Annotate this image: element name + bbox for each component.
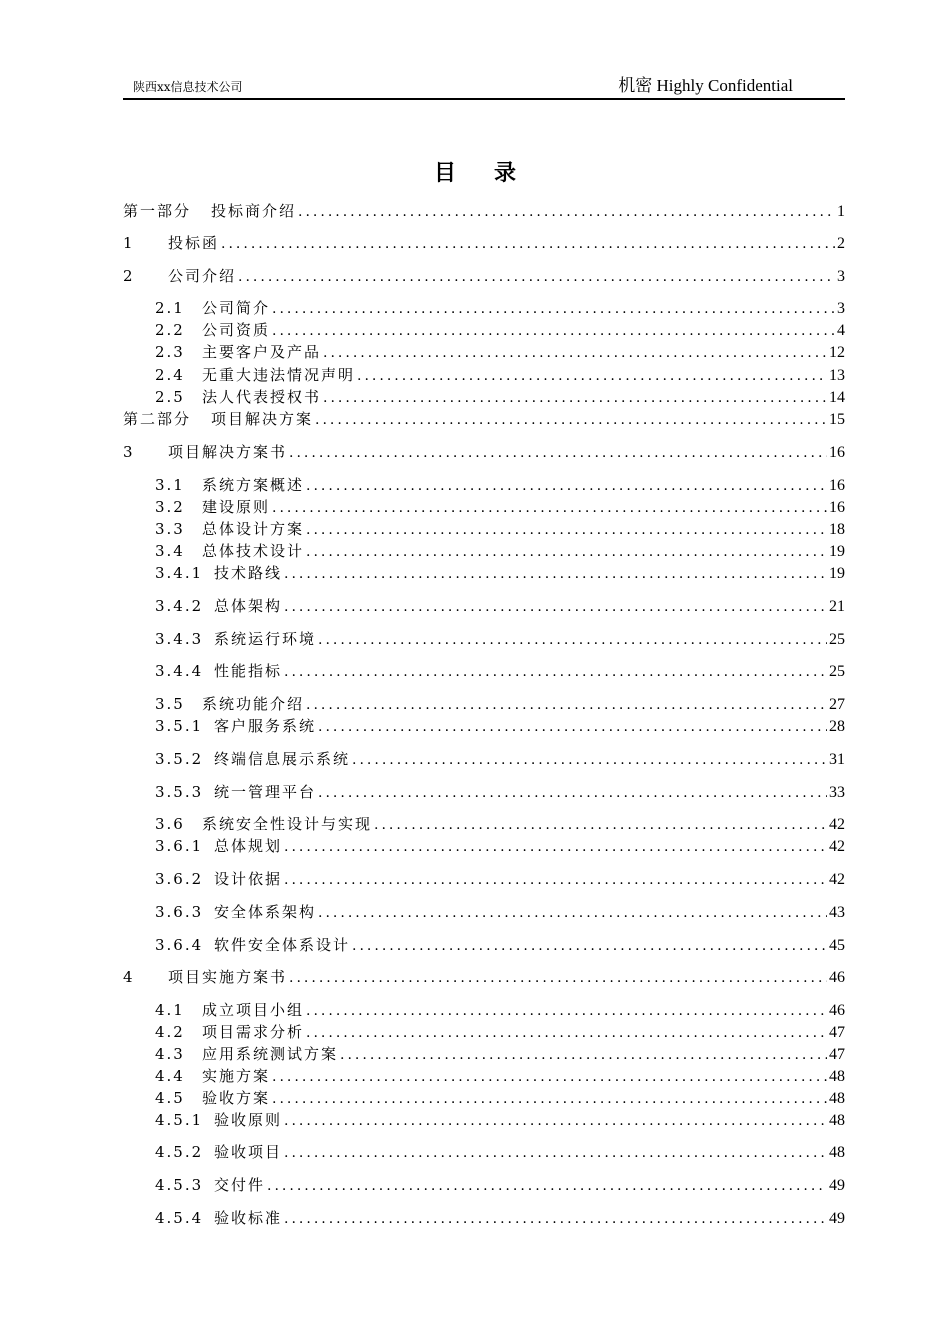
toc-entry-page: 46	[829, 1002, 845, 1019]
toc-entry-label: 系统运行环境	[214, 630, 317, 648]
dot-leader	[267, 1175, 827, 1197]
toc-entry-label: 验收方案	[202, 1089, 271, 1107]
toc-entry-number: 3.5	[155, 695, 185, 713]
toc-entry-label: 验收标准	[214, 1209, 283, 1227]
toc-entry-2-1[interactable]	[155, 297, 845, 319]
toc-entry-page: 46	[829, 969, 845, 986]
toc-entry-label: 系统方案概述	[202, 476, 305, 494]
dot-leader	[318, 716, 827, 738]
toc-entry-1[interactable]	[123, 232, 845, 254]
toc-entry-4-5-3[interactable]	[155, 1174, 845, 1196]
toc-entry-number: 2.3	[155, 343, 185, 361]
toc-entry-label: 客户服务系统	[214, 717, 317, 735]
toc-entry-number: 3.4.1	[155, 564, 204, 582]
toc-entry-number: 4	[123, 968, 135, 986]
toc-entry-number: 2.5	[155, 388, 185, 406]
toc-entry-number: 3.6.4	[155, 936, 204, 954]
dot-leader	[306, 1000, 827, 1022]
dot-leader	[272, 1066, 827, 1088]
toc-entry-2-4[interactable]	[155, 364, 845, 386]
toc-entry-number: 3.5.2	[155, 750, 204, 768]
toc-entry-page: 33	[829, 784, 845, 801]
toc-entry-number: 2.1	[155, 299, 185, 317]
toc-entry-3-6[interactable]	[155, 813, 845, 835]
dot-leader	[284, 563, 827, 585]
toc-entry-label: 统一管理平台	[214, 783, 317, 801]
toc-entry-3-2[interactable]	[155, 496, 845, 518]
toc-entry-3-6-4[interactable]	[155, 934, 845, 956]
toc-entry-label: 项目解决方案书	[168, 443, 288, 461]
toc-entry-number: 4.2	[155, 1023, 185, 1041]
dot-leader	[374, 814, 827, 836]
toc-entry-number: 3.5.1	[155, 717, 204, 735]
toc-entry-page: 25	[829, 663, 845, 680]
toc-entry-number: 4.5	[155, 1089, 185, 1107]
toc-entry-number: 4.5.4	[155, 1209, 204, 1227]
toc-entry-number: 4.5.2	[155, 1143, 204, 1161]
toc-entry-4-5-4[interactable]	[155, 1207, 845, 1229]
toc-entry-page: 45	[829, 937, 845, 954]
toc-entry-page: 16	[829, 499, 845, 516]
toc-entry-label: 系统安全性设计与实现	[202, 815, 373, 833]
toc-entry-page: 42	[829, 816, 845, 833]
toc-entry-page: 15	[829, 411, 845, 428]
toc-entry-number: 4.3	[155, 1045, 185, 1063]
toc-entry-page: 49	[829, 1177, 845, 1194]
toc-entry-3-6-2[interactable]	[155, 868, 845, 890]
toc-entry-2-2[interactable]	[155, 319, 845, 341]
toc-entry-number: 2.2	[155, 321, 185, 339]
toc-entry-label: 验收项目	[214, 1143, 283, 1161]
toc-entry-page: 27	[829, 696, 845, 713]
page-header	[123, 72, 845, 100]
toc-entry-label: 项目解决方案	[211, 410, 314, 428]
toc-entry-label: 法人代表授权书	[202, 388, 322, 406]
toc-entry-page: 19	[829, 543, 845, 560]
toc-entry-3-4[interactable]	[155, 540, 845, 562]
toc-entry-number: 3.4.4	[155, 662, 204, 680]
toc-entry-3-5-1[interactable]	[155, 715, 845, 737]
toc-entry-label: 终端信息展示系统	[214, 750, 351, 768]
toc-entry-3-5-3[interactable]	[155, 781, 845, 803]
toc-entry-label: 安全体系架构	[214, 903, 317, 921]
toc-entry-page: 47	[829, 1046, 845, 1063]
toc-entry-label: 公司介绍	[168, 267, 237, 285]
toc-entry-label: 软件安全体系设计	[214, 936, 351, 954]
toc-entry-label: 公司资质	[202, 321, 271, 339]
toc-entry-3-1[interactable]	[155, 474, 845, 496]
toc-entry-label: 无重大违法情况声明	[202, 366, 356, 384]
toc-entry-label: 总体规划	[214, 837, 283, 855]
dot-leader	[306, 475, 827, 497]
toc-entry-number: 第一部分	[123, 202, 192, 220]
toc-entry-label: 成立项目小组	[202, 1001, 305, 1019]
toc-entry-4-4[interactable]	[155, 1065, 845, 1087]
toc-entry-page: 48	[829, 1144, 845, 1161]
dot-leader	[238, 266, 835, 288]
dot-leader	[315, 409, 827, 431]
dot-leader	[352, 749, 827, 771]
toc-entry-number: 3.4.2	[155, 597, 204, 615]
dot-leader	[284, 1142, 827, 1164]
dot-leader	[272, 320, 835, 342]
dot-leader	[340, 1044, 827, 1066]
toc-entry-page: 47	[829, 1024, 845, 1041]
toc-entry-label: 交付件	[214, 1176, 266, 1194]
toc-entry-page: 49	[829, 1210, 845, 1227]
toc-entry-number: 3.6.2	[155, 870, 204, 888]
toc-entry-label: 总体设计方案	[202, 520, 305, 538]
dot-leader	[318, 902, 827, 924]
toc-entry-number: 3	[123, 443, 135, 461]
toc-entry-part-1[interactable]	[123, 200, 845, 222]
toc-entry-number: 3.4	[155, 542, 185, 560]
toc-entry-label: 公司简介	[202, 299, 271, 317]
dot-leader	[289, 967, 827, 989]
dot-leader	[289, 442, 827, 464]
toc-entry-label: 系统功能介绍	[202, 695, 305, 713]
toc-entry-3-6-3[interactable]	[155, 901, 845, 923]
dot-leader	[357, 365, 827, 387]
toc-entry-label: 验收原则	[214, 1111, 283, 1129]
toc-entry-3-6-1[interactable]	[155, 835, 845, 857]
dot-leader	[323, 342, 827, 364]
toc-entry-page: 18	[829, 521, 845, 538]
toc-entry-3-4-1[interactable]	[155, 562, 845, 584]
toc-entry-4-1[interactable]	[155, 999, 845, 1021]
toc-entry-3[interactable]	[123, 441, 845, 463]
toc-title: 目录	[433, 160, 554, 186]
dot-leader	[272, 1088, 827, 1110]
toc-entry-4-5-1[interactable]	[155, 1109, 845, 1131]
dot-leader	[318, 782, 827, 804]
header-company: 陕西xx信息技术公司	[133, 80, 243, 94]
toc-entry-number: 2	[123, 267, 135, 285]
toc-entry-number: 第二部分	[123, 410, 192, 428]
toc-entry-3-4-4[interactable]	[155, 660, 845, 682]
toc-entry-number: 1	[123, 234, 135, 252]
toc-entry-page: 12	[829, 344, 845, 361]
toc-entry-number: 3.6	[155, 815, 185, 833]
toc-entry-page: 3	[837, 268, 845, 285]
toc-entry-page: 43	[829, 904, 845, 921]
toc-entry-3-4-2[interactable]	[155, 595, 845, 617]
toc-entry-4-2[interactable]	[155, 1021, 845, 1043]
toc-entry-2-5[interactable]	[155, 386, 845, 408]
toc-entry-page: 16	[829, 477, 845, 494]
toc-entry-page: 48	[829, 1112, 845, 1129]
toc-entry-page: 21	[829, 598, 845, 615]
toc-entry-label: 实施方案	[202, 1067, 271, 1085]
toc-entry-page: 14	[829, 389, 845, 406]
toc-entry-page: 31	[829, 751, 845, 768]
dot-leader	[306, 1022, 827, 1044]
toc-entry-label: 项目实施方案书	[168, 968, 288, 986]
toc-entry-number: 3.6.1	[155, 837, 204, 855]
toc-entry-label: 设计依据	[214, 870, 283, 888]
toc-entry-number: 3.2	[155, 498, 185, 516]
toc-entry-page: 42	[829, 838, 845, 855]
dot-leader	[284, 661, 827, 683]
toc-entry-page: 3	[837, 300, 845, 317]
toc-entry-number: 4.4	[155, 1067, 185, 1085]
toc-entry-number: 4.5.3	[155, 1176, 204, 1194]
toc-entry-3-5-2[interactable]	[155, 748, 845, 770]
toc-entry-3-3[interactable]	[155, 518, 845, 540]
toc-entry-page: 42	[829, 871, 845, 888]
toc-entry-page: 13	[829, 367, 845, 384]
toc-entry-number: 2.4	[155, 366, 185, 384]
toc-entry-number: 4.1	[155, 1001, 185, 1019]
toc-entry-4-3[interactable]	[155, 1043, 845, 1065]
dot-leader	[298, 201, 835, 223]
toc-entry-label: 项目需求分析	[202, 1023, 305, 1041]
toc-entry-number: 3.6.3	[155, 903, 204, 921]
toc-entry-label: 性能指标	[214, 662, 283, 680]
toc-entry-number: 3.4.3	[155, 630, 204, 648]
header-confidential: 机密 Highly Confidential	[618, 76, 793, 95]
dot-leader	[306, 541, 827, 563]
dot-leader	[221, 233, 835, 255]
toc-entry-label: 主要客户及产品	[202, 343, 322, 361]
toc-entry-label: 技术路线	[214, 564, 283, 582]
toc-entry-label: 总体架构	[214, 597, 283, 615]
toc-entry-part-2[interactable]	[123, 408, 845, 430]
dot-leader	[306, 694, 827, 716]
toc-entry-2-3[interactable]	[155, 341, 845, 363]
dot-leader	[323, 387, 827, 409]
toc-entry-page: 4	[837, 322, 845, 339]
toc-entry-3-5[interactable]	[155, 693, 845, 715]
toc-entry-page: 48	[829, 1090, 845, 1107]
toc-entry-page: 48	[829, 1068, 845, 1085]
dot-leader	[284, 869, 827, 891]
toc-entry-label: 总体技术设计	[202, 542, 305, 560]
toc-entry-page: 19	[829, 565, 845, 582]
toc-entry-page: 25	[829, 631, 845, 648]
dot-leader	[284, 836, 827, 858]
dot-leader	[284, 596, 827, 618]
toc-entry-label: 投标函	[168, 234, 220, 252]
toc-entry-label: 投标商介绍	[211, 202, 297, 220]
toc-entry-3-4-3[interactable]	[155, 628, 845, 650]
dot-leader	[284, 1110, 827, 1132]
toc-entry-4-5-2[interactable]	[155, 1141, 845, 1163]
toc-entry-page: 2	[837, 235, 845, 252]
dot-leader	[306, 519, 827, 541]
toc-entry-4-5[interactable]	[155, 1087, 845, 1109]
toc-entry-page: 28	[829, 718, 845, 735]
toc-entry-4[interactable]	[123, 966, 845, 988]
toc-entry-number: 3.3	[155, 520, 185, 538]
dot-leader	[272, 298, 835, 320]
toc-entry-label: 应用系统测试方案	[202, 1045, 339, 1063]
toc-entry-page: 16	[829, 444, 845, 461]
toc-entry-number: 4.5.1	[155, 1111, 204, 1129]
toc-entry-number: 3.1	[155, 476, 185, 494]
dot-leader	[352, 935, 827, 957]
toc-entry-number: 3.5.3	[155, 783, 204, 801]
dot-leader	[284, 1208, 827, 1230]
toc-entry-2[interactable]	[123, 265, 845, 287]
toc-entry-page: 1	[837, 203, 845, 220]
dot-leader	[272, 497, 827, 519]
toc-entry-label: 建设原则	[202, 498, 271, 516]
dot-leader	[318, 629, 827, 651]
